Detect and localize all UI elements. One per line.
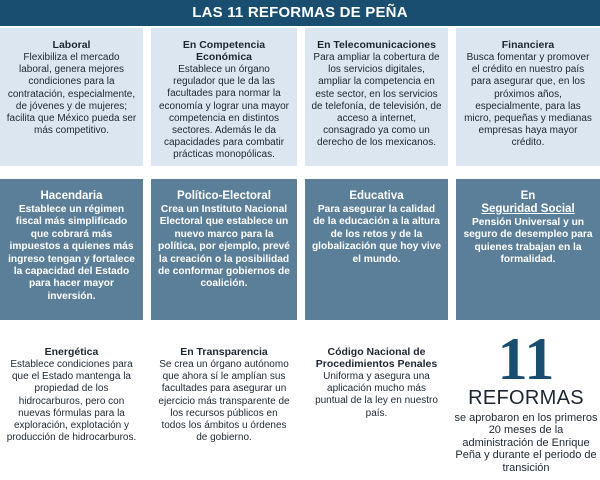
reform-description: Flexibiliza el mercado laboral, genera mejores condiciones para la contratación, especialmente, de jóvenes y de mujeres; facilita que México pueda ser más competitivo. xyxy=(6,52,137,137)
reform-description: Establece un órgano regulador que le da las facultades para normar la economía y lograr una mayor competencia en distintos sectores. Además le da capacidades para combatir prácticas monopólicas. xyxy=(158,64,290,161)
reform-card-laboral xyxy=(0,28,143,166)
reform-title: Hacendaria xyxy=(40,190,103,202)
reform-description: Crea un Instituto Nacional Electoral que establece un nuevo marco para la política, por ejemplo, prevé la creación o la posibilidad de conformar gobiernos de coalición. xyxy=(158,204,290,290)
reform-description: Busca fomentar y promover el crédito en nuestro país para asegurar que, en los próximos años, especialmente, para las micro, pequeñas y medianas empresas haya mayor crédito. xyxy=(464,52,592,149)
reform-title: Político-Electoral xyxy=(177,190,271,202)
reform-title: Energética xyxy=(44,346,99,358)
page-title: LAS 11 REFORMAS DE PEÑA xyxy=(0,0,600,26)
reform-description: Para ampliar la cobertura de los servicios digitales, ampliar la competencia en este sector, en los servicios de telefonía, de televisión, de acceso a internet, consagrado ya como un derecho de los mexicanos. xyxy=(311,52,442,149)
reform-card-codigo-penal xyxy=(305,335,448,475)
reform-description: Pensión Universal y un seguro de desempleo para quienes trabajan en la formalidad. xyxy=(463,217,593,266)
reform-title: En Competencia Económica xyxy=(182,39,266,63)
reform-title: En Telecomunicaciones xyxy=(317,39,436,51)
reform-card-energetica xyxy=(0,335,143,475)
reform-title: En xyxy=(520,190,536,202)
reform-card-financiera xyxy=(456,28,600,166)
reform-card-educativa xyxy=(305,179,448,320)
reform-card-hacendaria xyxy=(0,179,143,320)
reform-description: Establece condiciones para que el Estado mantenga la propiedad de los hidrocarburos, pero con nuevas fórmulas para la exploración, explotación y producción de hidrocarburos. xyxy=(6,359,137,444)
summary-number: 11 xyxy=(497,326,555,392)
reform-title: Financiera xyxy=(501,39,555,51)
reform-card-telecomunicaciones xyxy=(305,28,448,166)
reform-title: Educativa xyxy=(349,190,404,202)
summary-box xyxy=(452,326,600,476)
summary-word: REFORMAS xyxy=(468,387,584,409)
reform-description: Para asegurar la calidad de la educación a la altura de los retos y de la globalización que hoy vive el mundo. xyxy=(311,204,442,265)
reform-card-seguridad-social xyxy=(456,179,600,320)
reform-card-politico-electoral xyxy=(151,179,297,320)
reform-title: Código Nacional de Procedimientos Penales xyxy=(315,346,438,370)
reform-description: Establece un régimen fiscal más simplificado que cobrará más impuestos a quienes más ingreso tengan y fortalece la capacidad del Estado para hacer mayor inversión. xyxy=(8,204,135,302)
summary-text: se aprobaron en los primeros 20 meses de la administración de Enrique Peña y durante el periodo de transición xyxy=(454,412,598,474)
reform-description: Se crea un órgano autónomo que ahora sí le amplían sus facultades para asegurar un ejercicio más transparente de los recursos públicos en todos los ámbitos u órdenes de gobierno. xyxy=(158,359,290,444)
reform-title: Laboral xyxy=(52,39,91,51)
reform-card-transparencia xyxy=(151,335,297,475)
reform-title: En Transparencia xyxy=(180,346,268,358)
reform-description: Uniforma y asegura una aplicación mucho más puntual de la ley en nuestro país. xyxy=(315,371,438,419)
reform-title-line2: Seguridad Social xyxy=(481,203,575,215)
reform-card-competencia xyxy=(151,28,297,166)
